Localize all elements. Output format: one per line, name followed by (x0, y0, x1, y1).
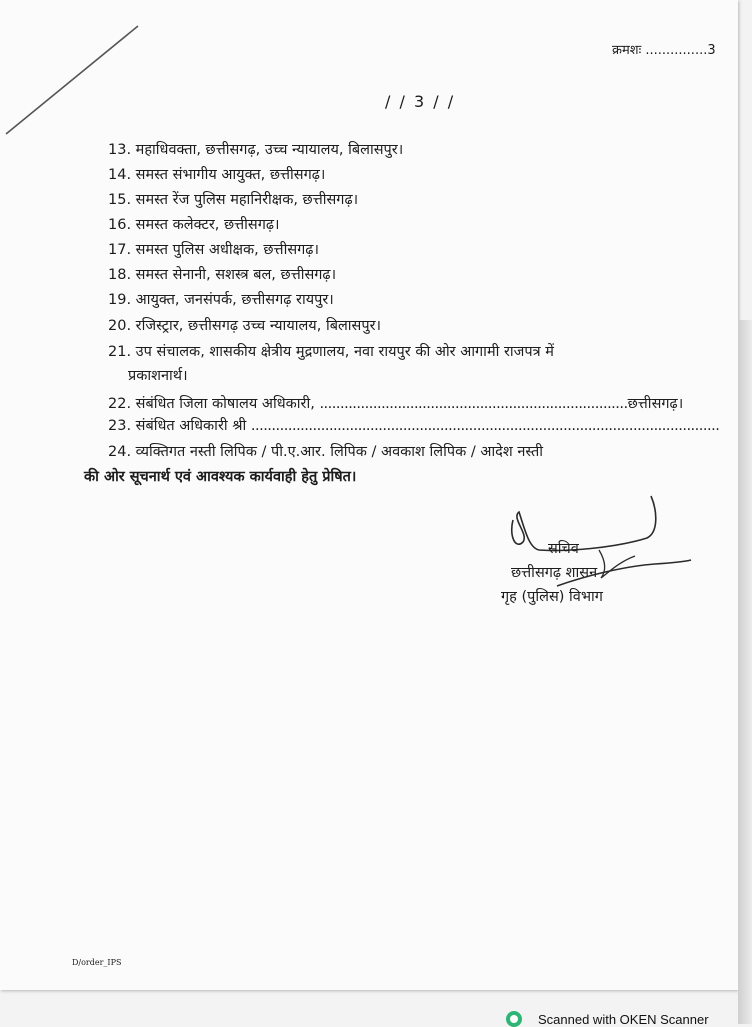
folded-corner-line (0, 0, 150, 150)
closing-line: की ओर सूचनार्थ एवं आवश्यक कार्यवाही हेतु प्रेषित। (84, 469, 357, 485)
signatory-title: सचिव (548, 541, 579, 557)
signatory-department: गृह (पुलिस) विभाग (501, 589, 603, 605)
signatory-government: छत्तीसगढ़ शासन (511, 565, 598, 581)
continuation-note: क्रमशः ...............3 (612, 43, 716, 58)
list-item: 14. समस्त संभागीय आयुक्त, छत्तीसगढ़। (108, 167, 326, 183)
list-item-continuation: प्रकाशनार्थ। (128, 368, 188, 384)
list-item-label: 23. संबंधित अधिकारी श्री (108, 418, 251, 434)
fill-in-blank: .................................................................................................................. (250, 418, 720, 434)
list-item: 16. समस्त कलेक्टर, छत्तीसगढ़। (108, 217, 280, 233)
list-item: 15. समस्त रेंज पुलिस महानिरीक्षक, छत्तीसगढ़। (108, 192, 359, 208)
list-item-suffix: छत्तीसगढ़। (627, 396, 684, 412)
list-item: 20. रजिस्ट्रार, छत्तीसगढ़ उच्च न्यायालय, बिलासपुर। (108, 318, 382, 334)
list-item: 24. व्यक्तिगत नस्ती लिपिक / पी.ए.आर. लिपिक / अवकाश लिपिक / आदेश नस्ती (108, 444, 544, 460)
list-item: 17. समस्त पुलिस अधीक्षक, छत्तीसगढ़। (108, 242, 319, 258)
scanner-label: Scanned with OKEN Scanner (538, 1012, 709, 1027)
scanner-watermark (500, 1006, 752, 1027)
page-edge-shadow (738, 320, 752, 1024)
list-item: 21. उप संचालक, शासकीय क्षेत्रीय मुद्रणालय, नवा रायपुर की ओर आगामी राजपत्र में (108, 344, 554, 360)
list-item: 19. आयुक्त, जनसंपर्क, छत्तीसगढ़ रायपुर। (108, 292, 334, 308)
list-item: 18. समस्त सेनानी, सशस्त्र बल, छत्तीसगढ़। (108, 267, 337, 283)
list-item-label: 22. संबंधित जिला कोषालय अधिकारी, (108, 396, 320, 412)
list-item (108, 394, 683, 414)
scanner-logo-icon (506, 1011, 522, 1027)
list-item (108, 416, 719, 436)
page-number: / / 3 / / (385, 92, 456, 111)
handwritten-signature (495, 490, 695, 600)
list-item: 13. महाधिवक्ता, छत्तीसगढ़, उच्च न्यायालय, बिलासपुर। (108, 142, 404, 158)
fill-in-blank: ........................................................................... (319, 396, 628, 412)
file-reference: D/order_IPS (72, 958, 122, 967)
